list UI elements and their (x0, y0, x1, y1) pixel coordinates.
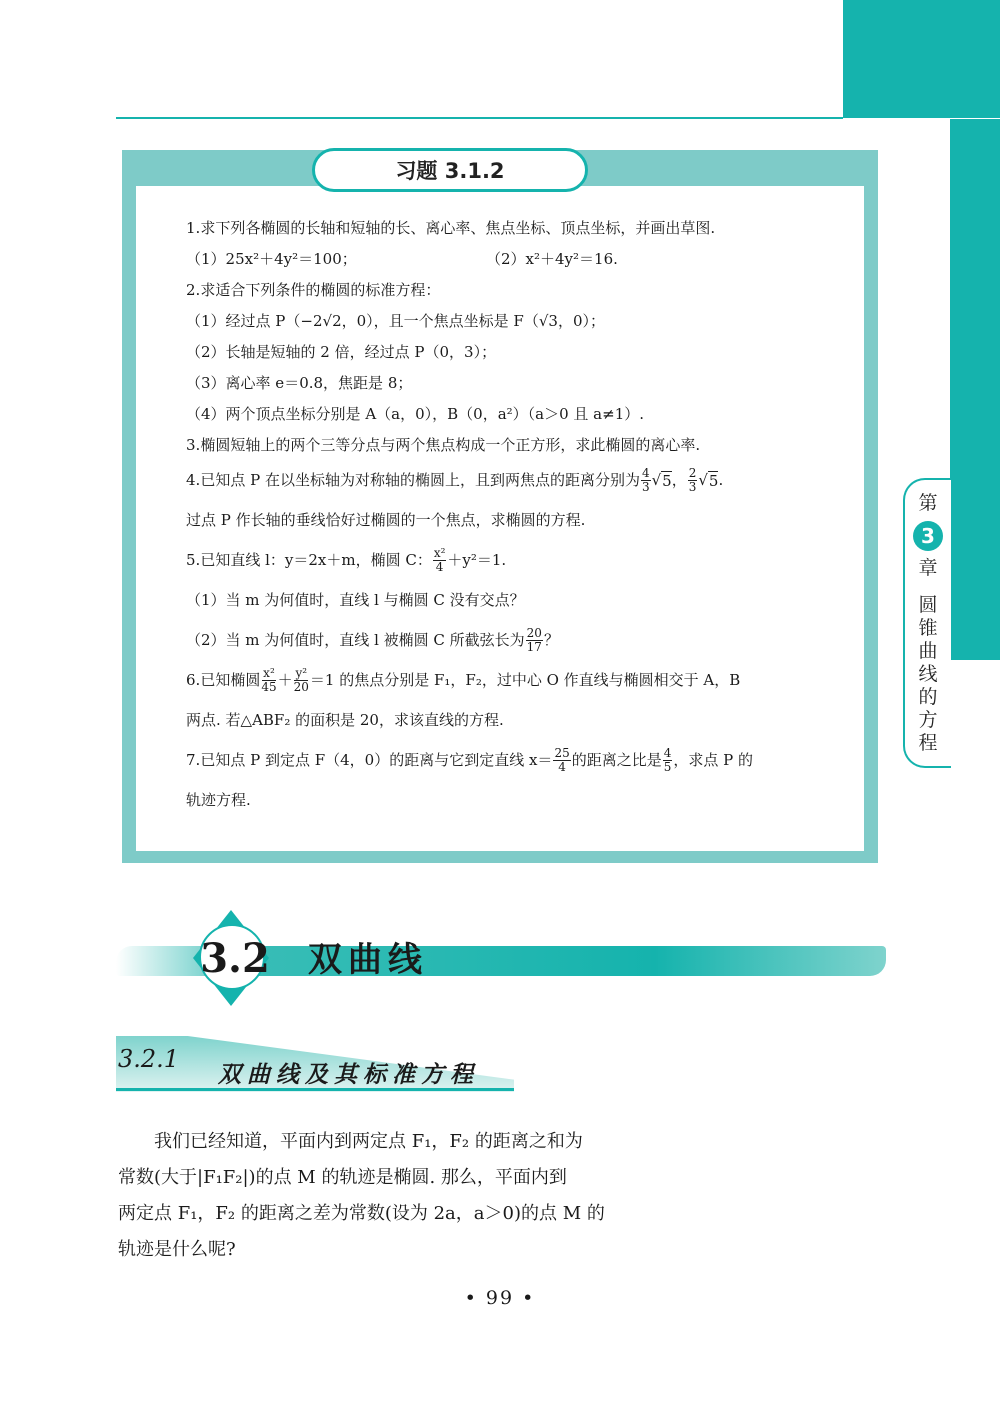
question-text: 已知直线 l：y＝2x＋m，椭圆 C： (200, 551, 432, 569)
plus-sign: ＋ (277, 671, 293, 689)
chapter-title-char: 锥 (918, 617, 938, 639)
radicand: 5 (662, 471, 672, 490)
top-rule (116, 117, 843, 119)
question-part: （1）25x²＋4y²＝100； (186, 249, 357, 268)
chapter-number: 3 (913, 521, 943, 551)
chapter-title-char: 方 (918, 709, 938, 731)
radicand: 5 (708, 471, 719, 490)
question-mark: ？ (543, 631, 559, 649)
body-line: 轨迹是什么呢? (118, 1239, 236, 1260)
chapter-title-char: 曲 (918, 640, 938, 662)
body-line: 我们已经知道，平面内到两定点 F₁，F₂ 的距离之和为 (154, 1131, 583, 1152)
question-part: （3）离心率 e＝0.8，焦距是 8； (186, 373, 413, 392)
subsection-title: 双曲线及其标准方程 (218, 1061, 479, 1088)
section-number: 3.2 (200, 934, 270, 982)
chapter-tab (903, 478, 951, 768)
question-4: 4. 已知点 P 在以坐标轴为对称轴的椭圆上，且到两焦点的距离分别为 $\frac{4}{3}$ √ 5 ， $\frac{2}{3}$ √ 5 . (186, 465, 724, 494)
question-part: （2）x²＋4y²＝16. (486, 249, 618, 268)
question-text: ，求点 P 的 (673, 751, 754, 769)
page-number: • 99 • (464, 1287, 536, 1309)
chapter-title-char: 线 (918, 663, 938, 685)
chapter-side-strip (950, 119, 1000, 660)
exercise-title: 习题 3.1.2 (312, 148, 588, 192)
question-text: 的距离之比是 (571, 751, 662, 769)
chapter-suffix: 章 (918, 557, 938, 579)
fraction: $\frac{\text{x²}}{4}$ (433, 545, 446, 574)
fraction: $\frac{20}{17}$ (526, 625, 542, 654)
chapter-title-char: 圆 (918, 594, 938, 616)
fraction: $\frac{4}{3}$ (641, 465, 650, 494)
question-text: 已知椭圆 (200, 671, 261, 689)
question-number: 5. (186, 551, 201, 569)
question-7 (186, 740, 836, 780)
question-number: 7. (186, 751, 201, 769)
body-line: 常数(大于|F₁F₂|)的点 M 的轨迹是椭圆. 那么，平面内到 (118, 1167, 567, 1188)
question-number: 2. (186, 280, 201, 299)
question-2 (186, 274, 836, 305)
question-part: （2）长轴是短轴的 2 倍，经过点 P（0，3）； (186, 342, 497, 361)
question-part-with-fraction (186, 620, 836, 660)
question-text: 求适合下列条件的椭圆的标准方程： (200, 280, 441, 299)
question-part: （1）经过点 P（−2√2，0），且一个焦点坐标是 F（√3，0）； (186, 311, 605, 330)
fraction: $\frac{\text{x²}}{45}$ (261, 665, 277, 694)
question-part: （1）当 m 为何值时，直线 l 与椭圆 C 没有交点？ (186, 591, 525, 609)
chapter-title-char: 的 (918, 686, 938, 708)
question-5 (186, 540, 836, 580)
question-1-parts (186, 243, 836, 274)
fraction: $\frac{2}{3}$ (688, 465, 697, 494)
subsection-number: 3.2.1 (118, 1045, 180, 1073)
chapter-title-char: 程 (918, 732, 938, 754)
question-number: 3. (186, 435, 201, 454)
question-text: 已知点 P 到定点 F（4，0）的距离与它到定直线 x＝ (200, 751, 553, 769)
body-paragraph (118, 1124, 658, 1268)
question-text: 过点 P 作长轴的垂线恰好过椭圆的一个焦点，求椭圆的方程. (186, 511, 586, 529)
question-text: 椭圆短轴上的两个三等分点与两个焦点构成一个正方形，求此椭圆的离心率. (200, 435, 701, 454)
question-text: ＋y²＝1. (447, 551, 507, 569)
question-text: ＝1 的焦点分别是 F₁，F₂，过中心 O 作直线与椭圆相交于 A，B (309, 671, 741, 689)
section-title: 双曲线 (308, 940, 428, 980)
question-3 (186, 429, 836, 460)
question-text: 轨迹方程. (186, 791, 251, 809)
question-part: （2）当 m 为何值时，直线 l 被椭圆 C 所截弦长为 (186, 631, 525, 649)
exercise-list (186, 212, 836, 820)
question-text: 已知点 P 在以坐标轴为对称轴的椭圆上，且到两焦点的距离分别为 (200, 471, 640, 489)
question-number: 6. (186, 671, 201, 689)
fraction: $\frac{25}{4}$ (554, 745, 570, 774)
question-number: 1. (186, 218, 201, 237)
question-6 (186, 660, 836, 700)
question-text: 两点. 若△ABF₂ 的面积是 20，求该直线的方程. (186, 711, 504, 729)
fraction: $\frac{\text{y²}}{20}$ (293, 665, 309, 694)
question-text: 求下列各椭圆的长轴和短轴的长、离心率、焦点坐标、顶点坐标，并画出草图. (200, 218, 716, 237)
chapter-prefix: 第 (918, 492, 938, 514)
body-line: 两定点 F₁，F₂ 的距离之差为常数(设为 2a，a＞0)的点 M 的 (118, 1203, 605, 1224)
question-part: （4）两个顶点坐标分别是 A（a，0），B（0，a²）（a＞0 且 a≠1）. (186, 404, 645, 423)
top-corner-bar (843, 0, 1000, 118)
question-number: 4. (186, 471, 201, 489)
question-1 (186, 212, 836, 243)
fraction: $\frac{4}{5}$ (663, 745, 672, 774)
